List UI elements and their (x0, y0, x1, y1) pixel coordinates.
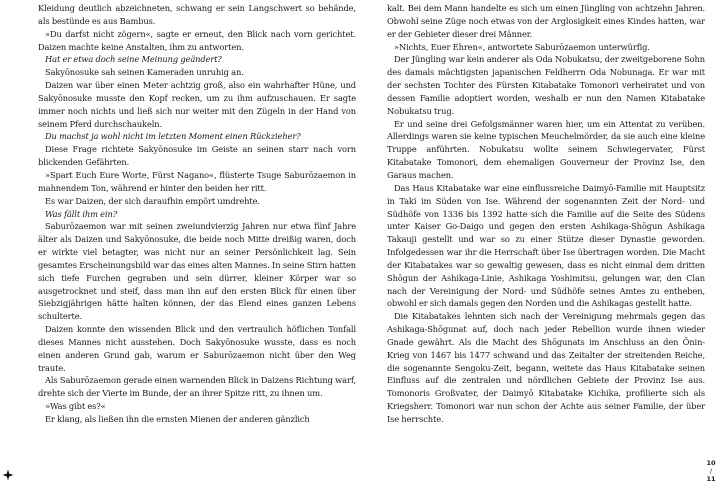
paragraph: Hat er etwa doch seine Meinung geändert? (45, 54, 222, 65)
paragraph: Daizen konnte den wissenden Blick und den vertraulich höflichen Tonfall dieses Mannes nicht ausstehen. Doch Sakyōnosuke wusste, dass es noch einen anderen Grund gab, warum er Saburōzaemon nicht über den Weg traute. (38, 324, 356, 373)
paragraph: Es war Daizen, der sich daraufhin empört umdrehte. (45, 195, 260, 206)
right-page-text (387, 2, 705, 426)
paragraph: »Spart Euch Eure Worte, Fürst Nagano«, flüsterte Tsuge Saburōzaemon in mahnendem Ton, während er hinter den beiden her ritt. (38, 169, 356, 193)
page-number-right: 11 (706, 475, 716, 483)
paragraph: Saburōzaemon war mit seinen zweiundvierzig Jahren nur etwa fünf Jahre älter als Daizen und Sakyōnosuke, die beide noch Mitte dreißig waren, doch er wirkte viel betagter, was nicht nur an seiner Persönlichkeit lag. Sein gesamtes Erscheinungsbild war das eines alten Mannes. In seine Stirn hatten sich tiefe Furchen gegraben und sein dürrer, kleiner Körper war so ausgetrocknet und steif, dass man ihn auf den ersten Blick für einen über Siebzigjährigen hätte halten können, der das Elend eines ganzen Lebens schulterte. (38, 221, 356, 322)
paragraph: Das Haus Kitabatake war eine einflussreiche Daimyō-Familie mit Hauptsitz in Taki im Süden von Ise. Während der sogenannten Zeit der Nord- und Südhöfe von 1336 bis 1392 hatte sich die Familie auf die Seite des Südens unter Kaiser Go-Daigo und gegen den ersten Ashikaga-Shōgun Ashikaga Takauji gestellt und war so zu einer Stütze dieser Dynastie geworden. Infolgedessen war ihr die Herrschaft über Ise übertragen worden. Die Macht der Kitabatakes war so gewaltig gewesen, dass es nicht einmal dem dritten Shōgun der Ashikaga-Linie, Ashikaga Yoshimitsu, gelungen war, den Clan nach der Vereinigung der Nord- und Südhöfe seines Amtes zu entheben, obwohl er sich damals gegen den Norden und die Ashikagas gestellt hatte. (387, 182, 705, 309)
paragraph: »Nichts, Euer Ehren«, antwortete Saburōzaemon unterwürfig. (394, 41, 650, 52)
page-number-separator: / (709, 467, 713, 475)
paragraph: »Du darfst nicht zögern«, sagte er erneut, den Blick nach vorn gerichtet. Daizen machte keine Anstalten, ihm zu antworten. (38, 28, 356, 52)
paragraph: Was fällt ihm ein? (45, 208, 118, 219)
paragraph: Daizen war über einen Meter achtzig groß, also ein wahrhafter Hüne, und Sakyōnosuke musste den Kopf recken, um zu ihm aufzuschauen. Er sagte immer noch nichts und ließ sich nur weiter mit den Zügeln in der Hand von seinem Pferd durchschaukeln. (38, 80, 356, 129)
paragraph: Du machst ja wohl nicht im letzten Moment einen Rückzieher? (45, 131, 301, 142)
paragraph: Sakyōnosuke sah seinen Kameraden unruhig an. (45, 67, 244, 78)
left-page-text (38, 2, 356, 426)
page-numbers (704, 459, 718, 483)
page-number-left: 10 (706, 459, 716, 467)
paragraph: Der Jüngling war kein anderer als Oda Nobukatsu, der zweitgeborene Sohn des damals mächtigsten japanischen Feldherrn Oda Nobunaga. Er war mit der sechsten Tochter des Fürsten Kitabatake Tomonori verheiratet und von dessen Familie adoptiert worden, weshalb er nun den Namen Kitabatake Nobukatsu trug. (387, 54, 705, 116)
paragraph: Er klang, als ließen ihn die ernsten Mienen der anderen gänzlich (45, 414, 310, 424)
star-icon (2, 469, 14, 481)
paragraph: »Was gibt es?« (45, 401, 106, 412)
paragraph: Die Kitabatakes lehnten sich nach der Vereinigung mehrmals gegen das Ashikaga-Shōgunat auf, doch nach jeder Rebellion wurde ihnen wieder Gnade gewährt. Als die Macht des Shōgunats im Anschluss an den Ōnin-Krieg von 1467 bis 1477 schwand und das Zeitalter der streitenden Reiche, die sogenannte Sengoku-Zeit, begann, weitete das Haus Kitabatake seinen Einfluss auf die zentralen und nördlichen Gebiete der Provinz Ise aus. Tomonoris Großvater, der Daimyō Kitabatake Kichika, profilierte sich als Kriegsherr. Tomonori war nun schon der Achte aus seiner Familie, der über Ise herrschte. (387, 311, 705, 424)
paragraph: Kleidung deutlich abzeichneten, schwang er sein Langschwert so behände, als bestünde es aus Bambus. (38, 3, 356, 26)
paragraph: Er und seine drei Gefolgsmänner waren hier, um ein Attentat zu verüben. Allerdings waren sie keine typischen Meuchelmörder, da sie auch eine kleine Truppe anführten. Nobukatsu wollte seinem Schwiegervater, Fürst Kitabatake Tomonori, dem ehemaligen Gouverneur der Provinz Ise, den Garaus machen. (387, 118, 705, 180)
paragraph: Als Saburōzaemon gerade einen warnenden Blick in Daizens Richtung warf, drehte sich der Vierte im Bunde, der an ihrer Spitze ritt, zu ihnen um. (38, 375, 356, 399)
paragraph: kalt. Bei dem Mann handelte es sich um einen Jüngling von achtzehn Jahren. Obwohl seine Züge noch etwas von der Arglosigkeit eines Kindes hatten, war er der Gebieter dieser drei Männer. (387, 3, 705, 39)
paragraph: Diese Frage richtete Sakyōnosuke im Geiste an seinen starr nach vorn blickenden Gefährten. (38, 144, 356, 168)
